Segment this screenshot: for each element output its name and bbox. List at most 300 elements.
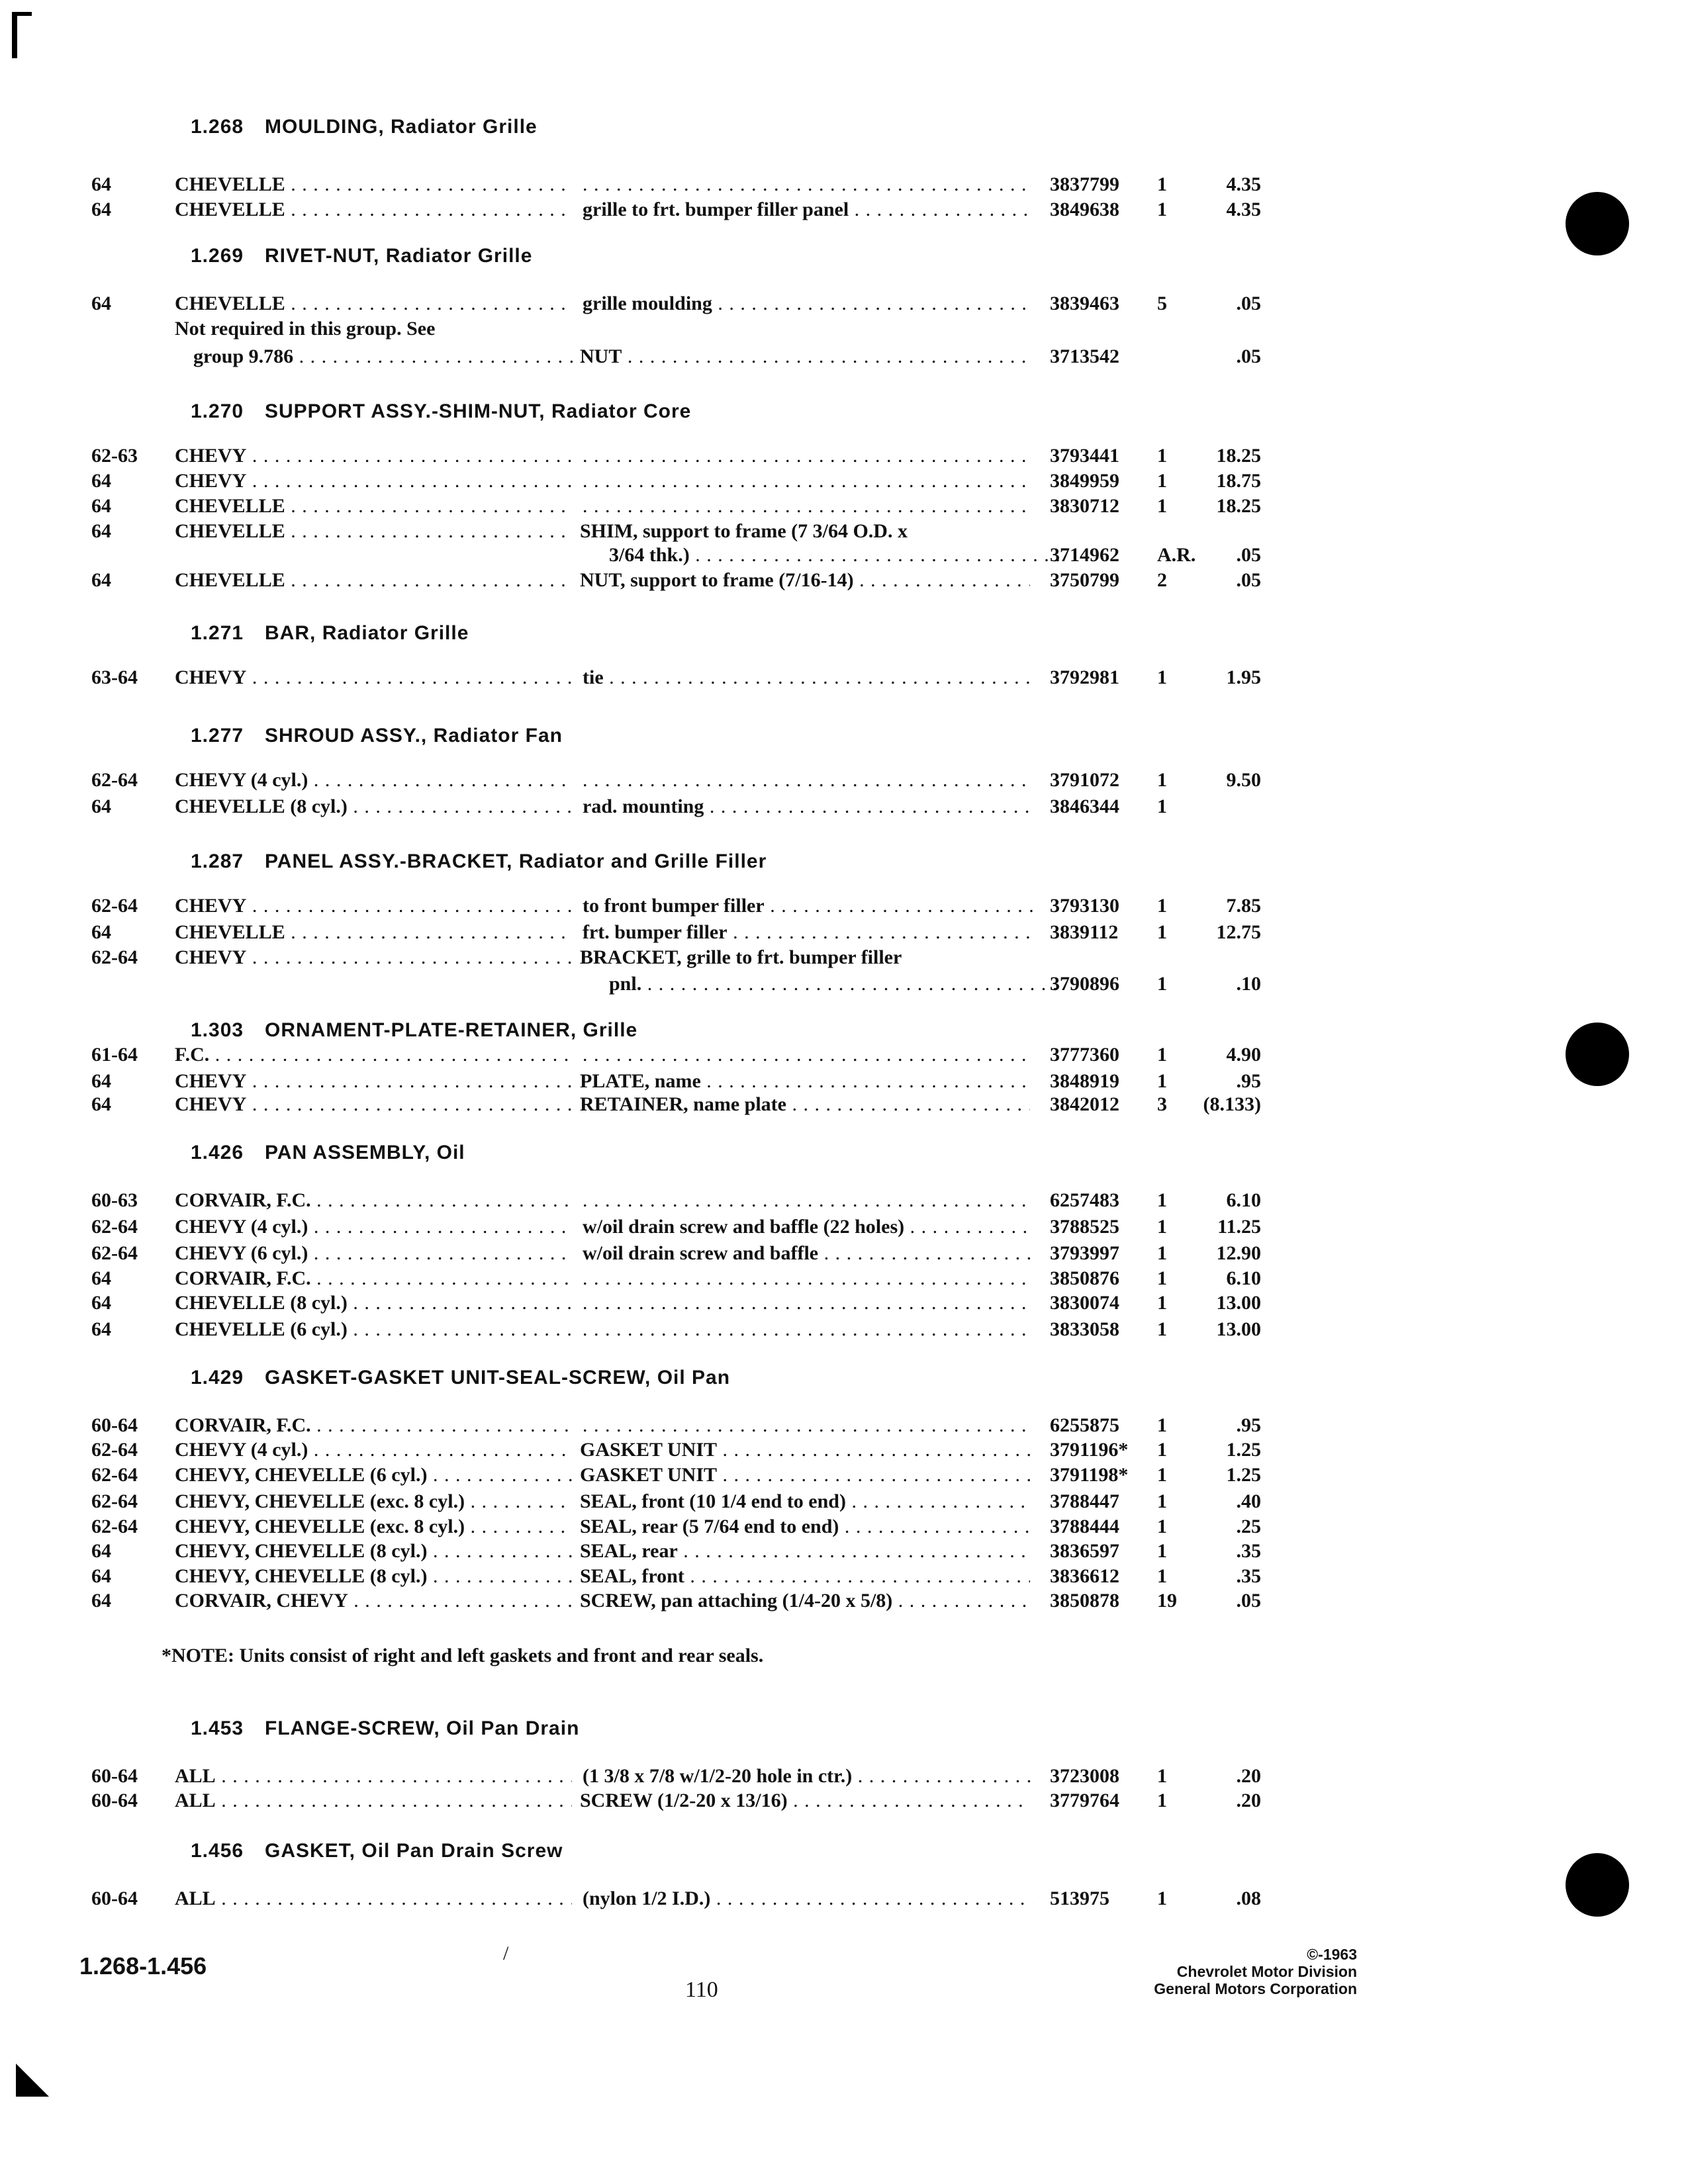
list-price: 1.25 <box>1226 1464 1261 1486</box>
application: CHEVELLE . . . <box>175 494 572 519</box>
part-number: 3792981 <box>1050 666 1119 688</box>
part-number: 3713542 <box>1050 345 1119 367</box>
section-heading <box>191 116 538 138</box>
application: CHEVY . . . <box>175 443 572 469</box>
part-number: 3791198* <box>1050 1464 1129 1486</box>
part-description: GASKET UNIT . . . <box>580 1437 1030 1463</box>
list-price: .05 <box>1236 569 1261 591</box>
model-years: 60-64 <box>91 1790 138 1811</box>
application: Not required in this group. See <box>175 318 436 340</box>
section-subtitle: Oil Pan Drain <box>446 1717 580 1739</box>
application: CORVAIR, CHEVY . . . <box>175 1588 572 1614</box>
section-subtitle: Oil Pan Drain Screw <box>361 1840 563 1862</box>
section-title: RIVET-NUT, <box>265 245 380 267</box>
section-heading <box>191 1840 563 1862</box>
part-number: 3788525 <box>1050 1216 1119 1238</box>
application: CHEVY . . . <box>175 665 572 690</box>
quantity: 1 <box>1157 1540 1167 1562</box>
part-description <box>583 172 1033 197</box>
list-price: .05 <box>1236 1590 1261 1612</box>
part-number: 3848919 <box>1050 1070 1119 1092</box>
parts-row <box>0 1788 1688 1813</box>
model-years: 62-64 <box>91 769 138 791</box>
part-number: 3839463 <box>1050 293 1119 314</box>
parts-row <box>0 1463 1688 1488</box>
quantity: 1 <box>1157 1888 1167 1909</box>
application: CHEVY (4 cyl.) . . . <box>175 1437 572 1463</box>
quantity: 1 <box>1157 1414 1167 1436</box>
gasket-note: *NOTE: Units consist of right and left gaskets and front and rear seals. <box>162 1645 764 1666</box>
model-years: 62-64 <box>91 946 138 968</box>
corner-mark-top-left <box>12 12 32 58</box>
section-heading <box>191 400 691 423</box>
quantity: 1 <box>1157 445 1167 467</box>
list-price: 12.75 <box>1216 921 1261 943</box>
part-description: 3/64 thk.) . . . <box>583 543 1059 568</box>
model-years: 62-64 <box>91 895 138 917</box>
part-number: 3850878 <box>1050 1590 1119 1612</box>
section-title: ORNAMENT-PLATE-RETAINER, <box>265 1019 577 1041</box>
quantity: 1 <box>1157 1439 1167 1461</box>
parts-row <box>0 197 1688 222</box>
model-years: 62-64 <box>91 1242 138 1264</box>
part-number: 3846344 <box>1050 796 1119 817</box>
part-number: 3837799 <box>1050 173 1119 195</box>
list-price: 4.35 <box>1226 173 1261 195</box>
application: CHEVELLE (6 cyl.) . . . <box>175 1317 572 1342</box>
parts-row <box>0 893 1688 919</box>
copyright-corporation: General Motors Corporation <box>1154 1980 1357 1997</box>
parts-row <box>0 945 1688 970</box>
model-years: 64 <box>91 520 111 542</box>
parts-row <box>0 1266 1688 1291</box>
quantity: 1 <box>1157 895 1167 917</box>
model-years: 64 <box>91 1292 111 1314</box>
model-years: 64 <box>91 199 111 220</box>
section-number: 1.270 <box>191 400 244 422</box>
part-description: NUT . . . <box>580 344 1030 369</box>
quantity: 1 <box>1157 199 1167 220</box>
section-title: BAR, <box>265 622 316 644</box>
section-title: GASKET-GASKET UNIT-SEAL-SCREW, <box>265 1367 651 1388</box>
model-years: 61-64 <box>91 1044 138 1066</box>
model-years: 62-64 <box>91 1439 138 1461</box>
model-years: 64 <box>91 1267 111 1289</box>
list-price: (8.133) <box>1203 1093 1261 1115</box>
part-number: 3788447 <box>1050 1490 1119 1512</box>
part-description <box>583 1188 1033 1213</box>
section-title: SUPPORT ASSY.-SHIM-NUT, <box>265 400 545 422</box>
section-number: 1.277 <box>191 725 244 747</box>
list-price: .95 <box>1236 1414 1261 1436</box>
parts-row <box>0 1291 1688 1316</box>
model-years: 64 <box>91 1318 111 1340</box>
part-number: 3839112 <box>1050 921 1119 943</box>
quantity: A.R. <box>1157 544 1196 566</box>
section-number: 1.426 <box>191 1142 244 1163</box>
model-years: 60-64 <box>91 1888 138 1909</box>
application: CHEVY . . . <box>175 1092 572 1117</box>
model-years: 64 <box>91 1070 111 1092</box>
part-description <box>583 1042 1033 1068</box>
section-heading <box>191 1367 730 1389</box>
list-price: .35 <box>1236 1540 1261 1562</box>
quantity: 1 <box>1157 1490 1167 1512</box>
part-number: 3714962 <box>1050 544 1119 566</box>
list-price: .05 <box>1236 293 1261 314</box>
section-subtitle: Radiator Core <box>551 400 692 422</box>
parts-row <box>0 568 1688 593</box>
parts-row <box>0 1214 1688 1240</box>
list-price: 11.25 <box>1217 1216 1261 1238</box>
part-number: 3793441 <box>1050 445 1119 467</box>
parts-row <box>0 1588 1688 1614</box>
parts-row <box>0 1413 1688 1438</box>
quantity: 1 <box>1157 1318 1167 1340</box>
copyright-block <box>1112 1946 1357 1997</box>
part-number: 3791196* <box>1050 1439 1129 1461</box>
list-price: .05 <box>1236 345 1261 367</box>
model-years: 63-64 <box>91 666 138 688</box>
quantity: 1 <box>1157 1044 1167 1066</box>
part-description: grille to frt. bumper filler panel . . . <box>583 197 1033 222</box>
part-description <box>583 469 1033 494</box>
part-description <box>583 494 1033 519</box>
section-number: 1.268 <box>191 116 244 138</box>
list-price: 12.90 <box>1216 1242 1261 1264</box>
parts-row <box>0 1564 1688 1589</box>
application: CHEVY, CHEVELLE (8 cyl.) . . . <box>175 1564 572 1589</box>
parts-row <box>0 172 1688 197</box>
part-description <box>583 1317 1033 1342</box>
application: CHEVY, CHEVELLE (exc. 8 cyl.) . . . <box>175 1514 572 1539</box>
part-description <box>583 1266 1033 1291</box>
parts-row <box>0 1042 1688 1068</box>
section-heading <box>191 245 532 267</box>
page-range: 1.268-1.456 <box>79 1952 207 1979</box>
quantity: 1 <box>1157 1189 1167 1211</box>
list-price: 13.00 <box>1216 1318 1261 1340</box>
part-description <box>583 1413 1033 1438</box>
quantity: 19 <box>1157 1590 1177 1612</box>
application: ALL . . . <box>175 1764 572 1789</box>
quantity: 1 <box>1157 470 1167 492</box>
section-number: 1.453 <box>191 1717 244 1739</box>
parts-row <box>0 665 1688 690</box>
part-number: 3849959 <box>1050 470 1119 492</box>
list-price: 6.10 <box>1226 1267 1261 1289</box>
corner-mark-bottom-left <box>16 2064 49 2097</box>
model-years: 62-64 <box>91 1490 138 1512</box>
application: CHEVELLE . . . <box>175 568 572 593</box>
list-price: 4.35 <box>1226 199 1261 220</box>
page-mark: / <box>503 1942 509 1964</box>
quantity: 1 <box>1157 1516 1167 1537</box>
parts-row <box>0 1241 1688 1266</box>
list-price: .10 <box>1236 973 1261 995</box>
list-price: 13.00 <box>1216 1292 1261 1314</box>
quantity: 1 <box>1157 973 1167 995</box>
application: group 9.786 . . . <box>193 344 590 369</box>
model-years: 60-64 <box>91 1765 138 1787</box>
application: CHEVY . . . <box>175 893 572 919</box>
part-description: SCREW (1/2-20 x 13/16) . . . <box>580 1788 1030 1813</box>
part-description: frt. bumper filler . . . <box>583 920 1033 945</box>
application: F.C. . . . <box>175 1042 572 1068</box>
section-heading <box>191 725 563 747</box>
application: CHEVELLE . . . <box>175 920 572 945</box>
application: CHEVELLE (8 cyl.) . . . <box>175 794 572 819</box>
part-description: w/oil drain screw and baffle (22 holes) . . . <box>583 1214 1033 1240</box>
application: CHEVELLE . . . <box>175 519 572 544</box>
section-subtitle: Oil <box>436 1142 465 1163</box>
parts-row <box>0 519 1688 544</box>
section-number: 1.456 <box>191 1840 244 1862</box>
list-price: 18.25 <box>1216 445 1261 467</box>
section-heading <box>191 1019 637 1042</box>
section-subtitle: Grille <box>583 1019 638 1041</box>
parts-row <box>0 794 1688 819</box>
parts-row <box>0 1514 1688 1539</box>
model-years: 60-63 <box>91 1189 138 1211</box>
application: CHEVY . . . <box>175 1069 572 1094</box>
quantity: 1 <box>1157 1565 1167 1587</box>
model-years: 64 <box>91 569 111 591</box>
model-years: 64 <box>91 1565 111 1587</box>
part-number: 6257483 <box>1050 1189 1119 1211</box>
part-description: (nylon 1/2 I.D.) . . . <box>583 1886 1033 1911</box>
model-years: 64 <box>91 1590 111 1612</box>
application: CHEVY, CHEVELLE (8 cyl.) . . . <box>175 1539 572 1564</box>
copyright-division: Chevrolet Motor Division <box>1176 1963 1357 1980</box>
section-subtitle: Oil Pan <box>657 1367 731 1388</box>
list-price: .20 <box>1236 1765 1261 1787</box>
part-number: 3777360 <box>1050 1044 1119 1066</box>
part-number: 3723008 <box>1050 1765 1119 1787</box>
model-years: 64 <box>91 796 111 817</box>
quantity: 1 <box>1157 1267 1167 1289</box>
parts-row <box>0 1188 1688 1213</box>
part-description: RETAINER, name plate . . . <box>580 1092 1030 1117</box>
section-subtitle: Radiator Grille <box>385 245 533 267</box>
parts-row <box>0 1489 1688 1514</box>
section-subtitle: Radiator Grille <box>391 116 538 138</box>
application: CHEVY, CHEVELLE (exc. 8 cyl.) . . . <box>175 1489 572 1514</box>
parts-row <box>0 1437 1688 1463</box>
parts-row <box>0 972 1688 997</box>
section-number: 1.271 <box>191 622 244 644</box>
page-number: 110 <box>685 1978 718 2002</box>
part-description: SEAL, rear . . . <box>580 1539 1030 1564</box>
section-heading <box>191 850 767 873</box>
list-price: 4.90 <box>1226 1044 1261 1066</box>
section-title: PAN ASSEMBLY, <box>265 1142 431 1163</box>
section-number: 1.287 <box>191 850 244 872</box>
quantity: 1 <box>1157 1070 1167 1092</box>
list-price: .95 <box>1236 1070 1261 1092</box>
quantity: 1 <box>1157 921 1167 943</box>
part-description: SEAL, front . . . <box>580 1564 1030 1589</box>
section-number: 1.269 <box>191 245 244 267</box>
model-years: 64 <box>91 1540 111 1562</box>
part-description <box>583 768 1033 793</box>
part-number: 3791072 <box>1050 769 1119 791</box>
quantity: 1 <box>1157 769 1167 791</box>
application: CORVAIR, F.C. . . . <box>175 1413 572 1438</box>
model-years: 64 <box>91 470 111 492</box>
part-number: 3793997 <box>1050 1242 1119 1264</box>
quantity: 3 <box>1157 1093 1167 1115</box>
model-years: 64 <box>91 173 111 195</box>
section-heading <box>191 1717 579 1740</box>
application: CHEVY (4 cyl.) . . . <box>175 768 572 793</box>
application: ALL . . . <box>175 1886 572 1911</box>
part-number: 3830074 <box>1050 1292 1119 1314</box>
application: ALL . . . <box>175 1788 572 1813</box>
section-heading <box>191 622 469 645</box>
section-subtitle: Radiator Fan <box>433 725 563 747</box>
quantity: 1 <box>1157 1464 1167 1486</box>
part-number: 3836612 <box>1050 1565 1119 1587</box>
model-years: 62-64 <box>91 1216 138 1238</box>
quantity: 1 <box>1157 1216 1167 1238</box>
part-description: grille moulding . . . <box>583 291 1033 316</box>
parts-row <box>0 768 1688 793</box>
parts-row <box>0 920 1688 945</box>
application: CHEVY (6 cyl.) . . . <box>175 1241 572 1266</box>
model-years: 62-64 <box>91 1464 138 1486</box>
application: CHEVELLE (8 cyl.) . . . <box>175 1291 572 1316</box>
model-years: 64 <box>91 293 111 314</box>
section-title: PANEL ASSY.-BRACKET, <box>265 850 513 872</box>
application: CHEVY, CHEVELLE (6 cyl.) . . . <box>175 1463 572 1488</box>
part-description: SEAL, front (10 1/4 end to end) . . . <box>580 1489 1030 1514</box>
list-price: .20 <box>1236 1790 1261 1811</box>
quantity: 1 <box>1157 666 1167 688</box>
section-number: 1.429 <box>191 1367 244 1388</box>
application: CHEVELLE . . . <box>175 172 572 197</box>
part-description: SCREW, pan attaching (1/4-20 x 5/8) . . . <box>580 1588 1030 1614</box>
part-description: pnl. . . . <box>583 972 1059 997</box>
application: CHEVELLE . . . <box>175 291 572 316</box>
quantity: 1 <box>1157 1242 1167 1264</box>
model-years: 62-64 <box>91 1516 138 1537</box>
part-description: NUT, support to frame (7/16-14) . . . <box>580 568 1030 593</box>
part-number: 3836597 <box>1050 1540 1119 1562</box>
parts-row <box>0 1764 1688 1789</box>
list-price: 1.95 <box>1226 666 1261 688</box>
section-subtitle: Radiator Grille <box>322 622 469 644</box>
part-description: to front bumper filler . . . <box>583 893 1033 919</box>
application: CHEVY (4 cyl.) . . . <box>175 1214 572 1240</box>
part-description <box>583 443 1033 469</box>
section-title: MOULDING, <box>265 116 385 138</box>
model-years: 64 <box>91 921 111 943</box>
parts-row <box>0 1539 1688 1564</box>
quantity: 5 <box>1157 293 1167 314</box>
part-number: 3779764 <box>1050 1790 1119 1811</box>
application: CHEVELLE . . . <box>175 197 572 222</box>
model-years: 60-64 <box>91 1414 138 1436</box>
part-description: SEAL, rear (5 7/64 end to end) . . . <box>580 1514 1030 1539</box>
list-price: 6.10 <box>1226 1189 1261 1211</box>
part-description: GASKET UNIT . . . <box>580 1463 1030 1488</box>
part-number: 3750799 <box>1050 569 1119 591</box>
quantity: 1 <box>1157 1790 1167 1811</box>
parts-row <box>0 443 1688 469</box>
parts-row <box>0 344 1688 369</box>
section-number: 1.303 <box>191 1019 244 1041</box>
list-price: 18.75 <box>1216 470 1261 492</box>
part-number: 3833058 <box>1050 1318 1119 1340</box>
part-description: PLATE, name . . . <box>580 1069 1030 1094</box>
part-description: tie . . . <box>583 665 1033 690</box>
model-years: 62-63 <box>91 445 138 467</box>
part-description: rad. mounting . . . <box>583 794 1033 819</box>
part-description: SHIM, support to frame (7 3/64 O.D. x <box>580 520 908 542</box>
list-price: .25 <box>1236 1516 1261 1537</box>
list-price: 7.85 <box>1226 895 1261 917</box>
section-heading <box>191 1142 465 1164</box>
copyright-year: ©-1963 <box>1307 1946 1357 1963</box>
application: CHEVY . . . <box>175 945 572 970</box>
list-price: 18.25 <box>1216 495 1261 517</box>
section-title: SHROUD ASSY., <box>265 725 428 747</box>
part-number: 3830712 <box>1050 495 1119 517</box>
list-price: .05 <box>1236 544 1261 566</box>
parts-row <box>0 494 1688 519</box>
parts-row <box>0 291 1688 316</box>
list-price: 1.25 <box>1226 1439 1261 1461</box>
part-description: (1 3/8 x 7/8 w/1/2-20 hole in ctr.) . . . <box>583 1764 1033 1789</box>
parts-row <box>0 543 1688 568</box>
parts-row <box>0 1317 1688 1342</box>
parts-row <box>0 469 1688 494</box>
quantity: 2 <box>1157 569 1167 591</box>
part-number: 3790896 <box>1050 973 1119 995</box>
application: CHEVY . . . <box>175 469 572 494</box>
list-price: 9.50 <box>1226 769 1261 791</box>
list-price: .08 <box>1236 1888 1261 1909</box>
section-title: FLANGE-SCREW, <box>265 1717 440 1739</box>
part-number: 513975 <box>1050 1888 1109 1909</box>
section-subtitle: Radiator and Grille Filler <box>518 850 767 872</box>
quantity: 1 <box>1157 495 1167 517</box>
quantity: 1 <box>1157 1765 1167 1787</box>
part-number: 3793130 <box>1050 895 1119 917</box>
application: CORVAIR, F.C. . . . <box>175 1266 572 1291</box>
application: CORVAIR, F.C. . . . <box>175 1188 572 1213</box>
part-number: 3849638 <box>1050 199 1119 220</box>
part-number: 3842012 <box>1050 1093 1119 1115</box>
part-number: 6255875 <box>1050 1414 1119 1436</box>
part-number: 3850876 <box>1050 1267 1119 1289</box>
part-description <box>583 1291 1033 1316</box>
part-description: w/oil drain screw and baffle . . . <box>583 1241 1033 1266</box>
list-price: .40 <box>1236 1490 1261 1512</box>
model-years: 64 <box>91 495 111 517</box>
part-description: BRACKET, grille to frt. bumper filler <box>580 946 902 968</box>
parts-row <box>0 1092 1688 1117</box>
parts-row <box>0 1886 1688 1911</box>
section-title: GASKET, <box>265 1840 356 1862</box>
quantity: 1 <box>1157 1292 1167 1314</box>
parts-row <box>0 316 1688 341</box>
quantity: 1 <box>1157 796 1167 817</box>
list-price: .35 <box>1236 1565 1261 1587</box>
part-number: 3788444 <box>1050 1516 1119 1537</box>
model-years: 64 <box>91 1093 111 1115</box>
